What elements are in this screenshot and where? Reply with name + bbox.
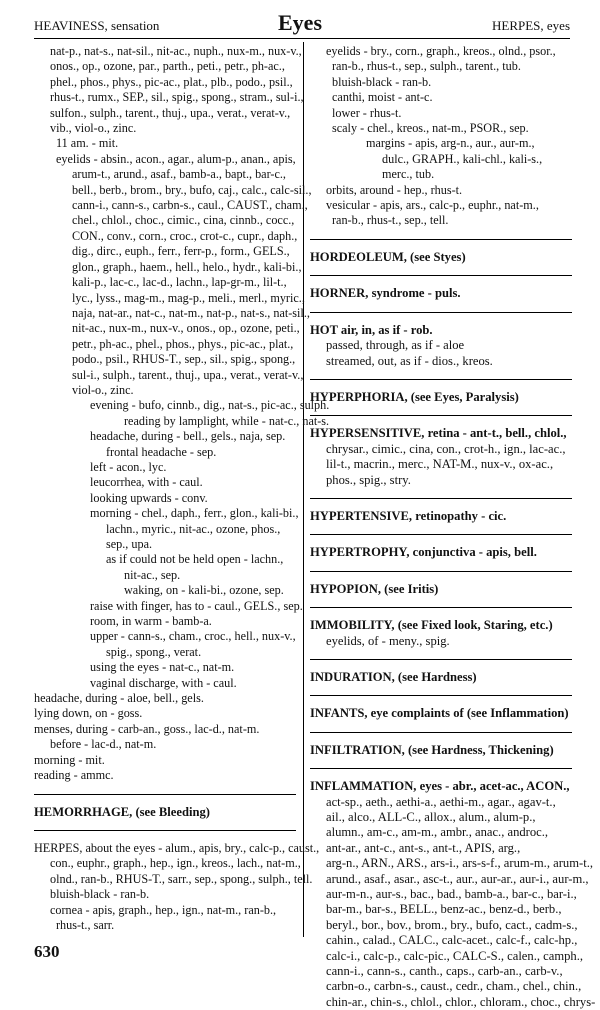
entry-heading: HYPERSENSITIVE, retina - ant-t., bell., chlol., <box>310 426 567 441</box>
entry-hypersensitive <box>310 426 572 488</box>
entry-hot <box>310 323 572 369</box>
entry-heading: IMMOBILITY, (see Fixed look, Staring, etc.) <box>310 618 553 633</box>
text-line: 11 am. - mit. <box>56 136 119 151</box>
entry-hordeoleum <box>310 250 572 265</box>
text-line: headache, during - bell., gels., naja, sep. <box>90 429 286 444</box>
text-line: looking upwards - conv. <box>90 490 208 505</box>
text-line: sulfon., sulph., tarent., thuj., upa., verat., verat-v., <box>50 105 291 120</box>
text-line: sep., upa. <box>106 537 153 551</box>
entry-line: arund., asaf., asar., asc-t., aur., aur-ar., aur-i., aur-m., <box>326 871 589 886</box>
text-line: kali-p., lac-c., lac-d., lachn., lap-gr-m., lil-t., <box>72 275 287 290</box>
entry-line: cahin., calad., CALC., calc-acet., calc-f., calc-hp., <box>326 933 578 948</box>
text-line: onos., op., ozone, par., parth., peti., petr., ph-ac., <box>50 59 285 74</box>
text-line: nit-ac., nux-m., nux-v., onos., op., ozone, peti., <box>72 321 300 336</box>
text-line: CON., conv., corn., croc., crot-c., cupr., daph., <box>72 228 298 243</box>
text-line: headache, during - aloe, bell., gels. <box>34 691 204 706</box>
section-rule <box>310 534 572 535</box>
section-rule <box>310 379 572 380</box>
header-left-guideword: HEAVINESS, sensation <box>34 18 160 33</box>
entry-heading: HYPOPION, (see Iritis) <box>310 581 439 596</box>
text-line: nat-p., nat-s., nat-sil., nit-ac., nuph., nux-m., nux-v., <box>50 44 302 58</box>
entry-line: bar-m., bar-s., BELL., benz-ac., benz-d., berb., <box>326 902 562 917</box>
entry-heading: HOT air, in, as if - rob. <box>310 322 433 337</box>
text-line: HERPES, about the eyes - alum., apis, bry., calc-p., caust., <box>34 840 320 855</box>
text-line: podo., psil., RHUS-T., sep., sil., spig., spong., <box>72 352 296 367</box>
text-line: evening - bufo, cinnb., dig., nat-s., pic-ac., sulph. <box>90 398 330 413</box>
text-line: upper - cann-s., cham., croc., hell., nux-v., <box>90 629 296 644</box>
entry-line: cann-i., cann-s., canth., caps., carb-an., carb-v., <box>326 964 563 979</box>
text-line: dulc., GRAPH., kali-chl., kali-s., <box>382 151 543 166</box>
section-rule <box>34 794 296 795</box>
text-line: reading - ammc. <box>34 768 114 783</box>
text-line: bluish-black - ran-b. <box>332 74 432 89</box>
text-line: left - acon., lyc. <box>90 459 167 474</box>
text-line: viol-o., zinc. <box>72 382 134 397</box>
entry-line: ant-ar., ant-c., ant-s., ant-t., APIS, arg., <box>326 840 521 855</box>
text-line: vaginal discharge, with - caul. <box>90 675 237 690</box>
text-line: bell., berb., brom., bry., bufo, caj., calc., calc-sil., <box>72 182 312 197</box>
herpes-continuation <box>310 44 572 229</box>
entry-hypopion <box>310 582 572 597</box>
text-line: lachn., myric., nit-ac., ozone, phos., <box>106 521 281 536</box>
text-line: con., euphr., graph., hep., ign., kreos., lach., nat-m., <box>50 856 301 871</box>
entry-heading: HYPERPHORIA, (see Eyes, Paralysis) <box>310 389 519 404</box>
text-line: eyelids - bry., corn., graph., kreos., olnd., psor., <box>326 44 556 58</box>
text-line: rhus-t., rumx., SEP., sil., spig., spong., stram., sul-i., <box>50 90 304 105</box>
entry-line: aur-m-n., aur-s., bac., bad., bamb-a., bar-c., bar-i., <box>326 887 577 902</box>
entry-hypertrophy <box>310 545 572 560</box>
text-line: ran-b., rhus-t., sep., tell. <box>332 213 449 228</box>
text-line: vib., viol-o., zinc. <box>50 121 137 136</box>
right-entries <box>310 239 596 1010</box>
header-rule <box>34 38 570 39</box>
text-line: bluish-black - ran-b. <box>50 887 150 902</box>
entry-hemorrhage: HEMORRHAGE, (see Bleeding) <box>34 804 210 819</box>
section-rule <box>310 607 572 608</box>
column-divider <box>303 42 304 937</box>
entry-heading: HYPERTROPHY, conjunctiva - apis, bell. <box>310 545 537 560</box>
entry-horner <box>310 286 572 301</box>
entry-inflammation <box>310 779 596 1010</box>
entry-line: eyelids, of - meny., spig. <box>326 633 450 648</box>
text-line: petr., ph-ac., phel., phos., phys., pic-ac., plat., <box>72 336 294 351</box>
text-line: nit-ac., sep. <box>124 567 181 582</box>
text-line: margins - apis, arg-n., aur., aur-m., <box>366 136 535 151</box>
entry-line: carbn-o., carbn-s., caust., cedr., cham., chel., chin., <box>326 979 582 994</box>
text-line: sul-i., sulph., tarent., thuj., upa., verat., verat-v., <box>72 367 304 382</box>
text-line: orbits, around - hep., rhus-t. <box>326 182 463 197</box>
text-line: as if could not be held open - lachn., <box>106 552 284 567</box>
text-line: olnd., ran-b., RHUS-T., sarr., sep., spong., sulph., tell. <box>50 871 313 886</box>
entry-hypertensive <box>310 509 572 524</box>
section-rule <box>310 695 572 696</box>
text-line: waking, on - kali-bi., ozone, sep. <box>124 583 284 598</box>
text-line: rhus-t., sarr. <box>56 917 115 932</box>
section-rule <box>310 498 572 499</box>
entry-immobility <box>310 618 572 649</box>
entry-hyperphoria <box>310 390 572 405</box>
header-chapter-title: Eyes <box>278 10 322 35</box>
left-column <box>34 44 330 933</box>
text-line: lower - rhus-t. <box>332 105 402 120</box>
section-rule <box>310 239 572 240</box>
section-rule <box>310 275 572 276</box>
text-line: lying down, on - goss. <box>34 706 143 721</box>
entry-infants <box>310 706 572 721</box>
text-line: naja, nat-ar., nat-c., nat-m., nat-p., nat-s., nat-sil., <box>72 305 310 320</box>
entry-line: alumn., am-c., am-m., ambr., anac., androc., <box>326 825 549 840</box>
section-rule <box>310 571 572 572</box>
entry-heading: INDURATION, (see Hardness) <box>310 669 477 684</box>
text-line: morning - chel., daph., ferr., glon., kali-bi., <box>90 506 299 521</box>
text-line: arum-t., arund., asaf., bamb-a., bapt., bar-c., <box>72 167 286 182</box>
entry-heading: HORNER, syndrome - puls. <box>310 286 461 301</box>
entry-line: arg-n., ARN., ARS., ars-i., ars-s-f., arum-m., arum-t., <box>326 856 593 871</box>
text-line: canthi, moist - ant-c. <box>332 90 433 105</box>
entry-line: calc-i., calc-p., calc-pic., CALC-S., calen., camph., <box>326 948 584 963</box>
page-number: 630 <box>34 942 60 961</box>
entry-line: chrysar., cimic., cina, con., crot-h., ign., lac-ac., <box>326 441 566 456</box>
section-rule <box>34 830 296 831</box>
text-line: morning - mit. <box>34 752 105 767</box>
entry-herpes <box>34 840 320 933</box>
entry-heading: HYPERTENSIVE, retinopathy - cic. <box>310 508 507 523</box>
text-line: reading by lamplight, while - nat-c., nat-s. <box>124 413 330 428</box>
entry-induration <box>310 670 572 685</box>
entry-heading: INFILTRATION, (see Hardness, Thickening) <box>310 742 554 757</box>
section-rule <box>310 732 572 733</box>
text-line: scaly - chel., kreos., nat-m., PSOR., sep. <box>332 121 529 136</box>
section-rule <box>310 312 572 313</box>
text-line: before - lac-d., nat-m. <box>50 737 157 752</box>
entry-line: act-sp., aeth., aethi-a., aethi-m., agar., agav-t., <box>326 794 556 809</box>
text-line: ran-b., rhus-t., sep., sulph., tarent., tub. <box>332 59 521 74</box>
entry-line: lil-t., macrin., merc., NAT-M., nux-v., ox-ac., <box>326 457 554 472</box>
entry-heading: INFANTS, eye complaints of (see Inflammation) <box>310 706 569 721</box>
text-line: using the eyes - nat-c., nat-m. <box>90 660 235 675</box>
heaviness-continuation <box>34 44 330 784</box>
text-line: spig., spong., verat. <box>106 644 202 659</box>
right-column <box>310 44 596 1010</box>
text-line: dig., dirc., euph., ferr., ferr-p., form., GELS., <box>72 244 290 259</box>
section-rule <box>310 415 572 416</box>
text-line: leucorrhea, with - caul. <box>90 475 203 490</box>
entry-line: phos., spig., stry. <box>326 472 411 487</box>
entry-line: ail., alco., ALL-C., allox., alum., alum-p., <box>326 810 536 824</box>
entry-heading: INFLAMMATION, eyes - abr., acet-ac., ACON., <box>310 779 570 794</box>
entry-line: chin-ar., chin-s., chlol., chlor., chloram., choc., chrys- <box>326 994 596 1009</box>
text-line: merc., tub. <box>382 167 435 182</box>
text-line: frontal headache - sep. <box>106 444 217 459</box>
entry-line: streamed, out, as if - dios., kreos. <box>326 353 493 368</box>
text-line: eyelids - absin., acon., agar., alum-p., anan., apis, <box>56 151 296 166</box>
entry-line: passed, through, as if - aloe <box>326 338 465 353</box>
text-line: lyc., lyss., mag-m., mag-p., meli., merl., myric., <box>72 290 305 305</box>
entry-infiltration <box>310 743 572 758</box>
text-line: room, in warm - bamb-a. <box>90 614 212 629</box>
text-line: glon., graph., haem., hell., helo., hydr., kali-bi., <box>72 259 302 274</box>
entry-line: beryl., bor., bov., brom., bry., bufo, cact., cadm-s., <box>326 917 578 932</box>
text-line: cann-i., cann-s., carbn-s., caul., CAUST., cham., <box>72 198 308 213</box>
entry-heading: HORDEOLEUM, (see Styes) <box>310 249 466 264</box>
header-right-guideword: HERPES, eyes <box>492 18 570 33</box>
text-line: menses, during - carb-an., goss., lac-d., nat-m. <box>34 721 260 736</box>
text-line: chel., chlol., choc., cimic., cina, cinnb., cocc., <box>72 213 295 228</box>
text-line: vesicular - apis, ars., calc-p., euphr., nat-m., <box>326 198 539 213</box>
text-line: raise with finger, has to - caul., GELS., sep. <box>90 598 303 613</box>
page-header <box>0 10 600 40</box>
text-line: cornea - apis, graph., hep., ign., nat-m., ran-b., <box>50 902 277 917</box>
section-rule <box>310 768 572 769</box>
text-line: phel., phos., phys., pic-ac., plat., plb., podo., psil., <box>50 74 293 89</box>
section-rule <box>310 659 572 660</box>
